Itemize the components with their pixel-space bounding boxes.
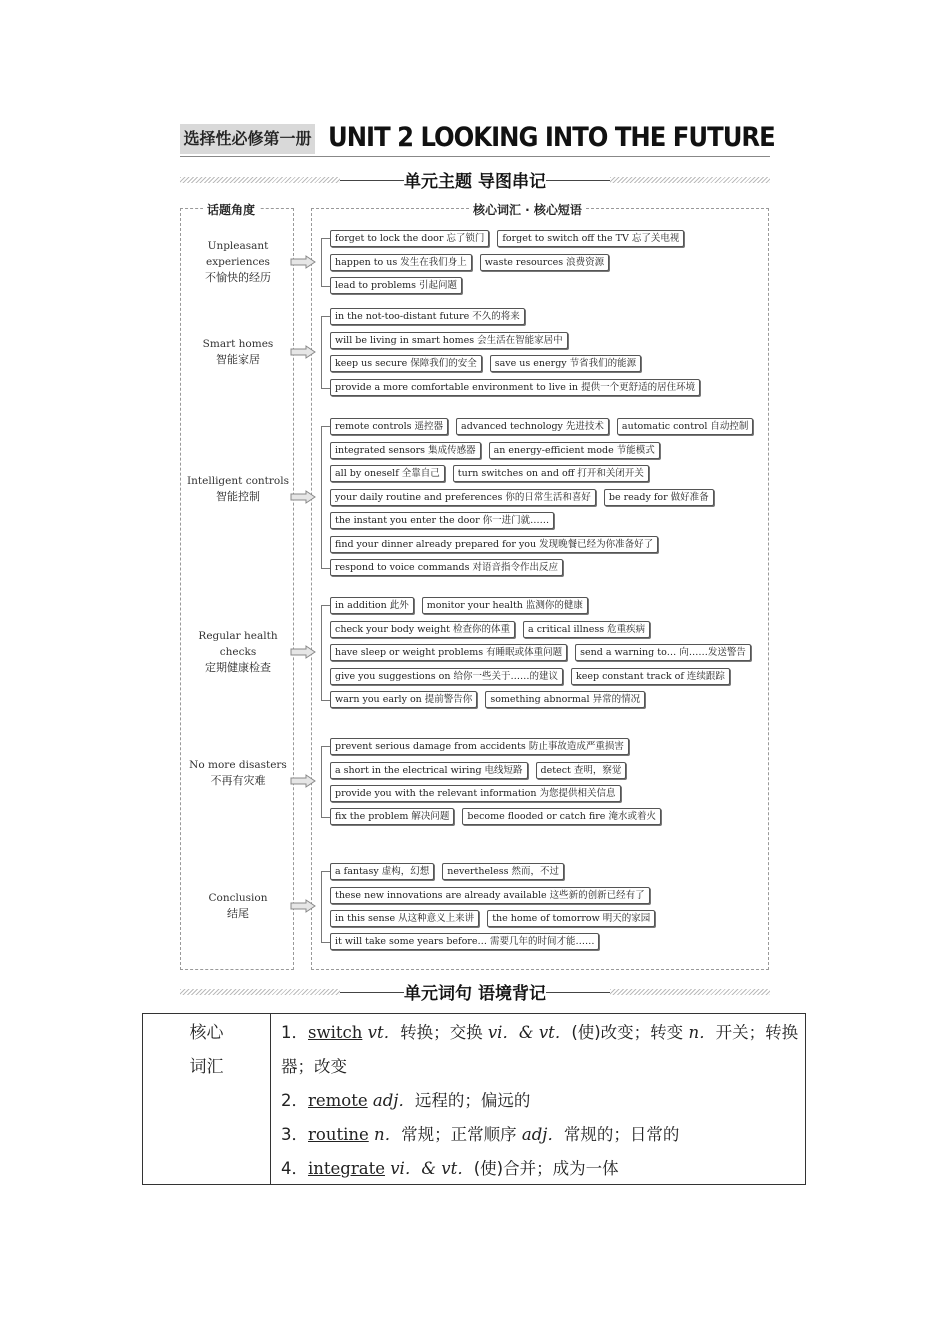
vocab-word: integrate [308, 1159, 385, 1178]
phrase-box: waste resources 浪费资源 [480, 254, 609, 271]
topic-label-zh: 智能家居 [216, 352, 260, 366]
topic-label-zh: 定期健康检查 [205, 661, 271, 674]
phrase-box: find your dinner already prepared for you 发现晚餐已经为你准备好了 [330, 536, 658, 553]
definition: 常规的；日常的 [563, 1125, 680, 1144]
phrase-row [330, 536, 658, 554]
phrase-row [330, 785, 621, 803]
phrase-frame-label: 核心词汇 · 核心短语 [469, 201, 586, 218]
phrase-row [330, 512, 554, 530]
phrase-box: save us energy 节省我们的能源 [490, 355, 641, 372]
part-of-speech: vt． [362, 1023, 401, 1042]
section-band-vocab-label: 单元词句 语境背记 [404, 984, 546, 1004]
vocab-number: 1． [281, 1023, 308, 1042]
vocab-list [281, 1016, 799, 1186]
phrase-box: in addition 此外 [330, 597, 414, 614]
phrase-box: detect 查明，察觉 [536, 762, 627, 779]
unit-title: UNIT 2 LOOKING INTO THE FUTURE [328, 122, 775, 153]
phrase-row [330, 355, 641, 373]
definition: 开关；转换器；改变 [281, 1023, 799, 1076]
phrase-box: have sleep or weight problems 有睡眠或体重问题 [330, 644, 567, 661]
phrase-box: forget to switch off the TV 忘了关电视 [497, 230, 684, 247]
phrase-row [330, 691, 645, 709]
part-of-speech: adj． [521, 1125, 564, 1144]
phrase-row [330, 738, 629, 756]
vocab-item [281, 1084, 799, 1118]
phrase-row [330, 762, 626, 780]
phrase-row [330, 418, 753, 436]
topic-label [184, 473, 292, 505]
phrase-box: a short in the electrical wiring 电线短路 [330, 762, 528, 779]
topic-label [184, 757, 292, 789]
topic-label [184, 890, 292, 922]
phrase-row [330, 621, 650, 639]
phrase-box: advanced technology 先进技术 [456, 418, 609, 435]
topic-label-zh: 不愉快的经历 [205, 270, 271, 284]
vocab-table [142, 1013, 806, 1185]
phrase-box: keep us secure 保障我们的安全 [330, 355, 482, 372]
phrase-row [330, 465, 649, 483]
group-bracket [321, 746, 330, 818]
phrase-box: an energy-efficient mode 节能模式 [489, 442, 660, 459]
phrase-box: respond to voice commands 对语音指令作出反应 [330, 559, 563, 576]
vocab-number: 4． [281, 1159, 308, 1178]
book-label: 选择性必修第一册 [180, 124, 315, 154]
vocab-word: switch [308, 1023, 363, 1042]
section-band-theme-label: 单元主题 导图串记 [404, 172, 546, 192]
topic-label-en: Conclusion [208, 892, 268, 904]
phrase-box: lead to problems 引起问题 [330, 277, 462, 294]
phrase-box: check your body weight 检查你的体重 [330, 621, 515, 638]
phrase-row [330, 308, 525, 326]
vocab-category-line2: 词汇 [189, 1057, 224, 1077]
definition: 常规；正常顺序 [401, 1125, 522, 1144]
vocab-item [281, 1016, 799, 1084]
phrase-row [330, 887, 650, 905]
phrase-box: provide a more comfortable environment to live in 提供一个更舒适的居住环境 [330, 379, 700, 396]
group-bracket [321, 426, 330, 569]
phrase-row [330, 489, 714, 507]
phrase-box: keep constant track of 连续跟踪 [571, 668, 730, 685]
phrase-box: the instant you enter the door 你一进门就…… [330, 512, 554, 529]
phrase-box: give you suggestions on 给你一些关于……的建议 [330, 668, 563, 685]
phrase-box: prevent serious damage from accidents 防止事故造成严重损害 [330, 738, 629, 755]
part-of-speech: vi．& vt． [487, 1023, 572, 1042]
arrow-icon [290, 255, 316, 269]
phrase-box: send a warning to… 向……发送警告 [575, 644, 751, 661]
phrase-row [330, 559, 563, 577]
group-bracket [321, 238, 330, 287]
topic-frame [180, 208, 294, 970]
phrase-box: these new innovations are already available 这些新的创新已经有了 [330, 887, 650, 904]
phrase-box: automatic control 自动控制 [617, 418, 753, 435]
topic-label-en: No more disasters [189, 759, 287, 771]
phrase-box: the home of tomorrow 明天的家园 [487, 910, 655, 927]
phrase-box: a critical illness 危重疾病 [523, 621, 650, 638]
section-band-vocab [180, 982, 770, 1002]
definition: (使)改变；转变 [571, 1023, 689, 1042]
vocab-word: remote [308, 1091, 368, 1110]
vocab-category-line1: 核心 [189, 1023, 224, 1043]
phrase-box: a fantasy 虚构，幻想 [330, 863, 434, 880]
phrase-row [330, 863, 564, 881]
phrase-box: provide you with the relevant information 为您提供相关信息 [330, 785, 621, 802]
vocab-word: routine [308, 1125, 369, 1144]
phrase-row [330, 442, 660, 460]
part-of-speech: n． [368, 1125, 402, 1144]
vocab-category [143, 1014, 271, 1184]
phrase-row [330, 808, 661, 826]
arrow-icon [290, 899, 316, 913]
topic-label-en: Unpleasant experiences [206, 239, 270, 268]
part-of-speech: vi．& vt． [384, 1159, 474, 1178]
header-rule [180, 156, 770, 157]
phrase-box: fix the problem 解决问题 [330, 808, 454, 825]
arrow-icon [290, 345, 316, 359]
phrase-row [330, 644, 751, 662]
phrase-row [330, 277, 462, 295]
group-bracket [321, 871, 330, 943]
topic-label [184, 336, 292, 368]
phrase-box: warn you early on 提前警告你 [330, 691, 477, 708]
definition: (使)合并；成为一体 [473, 1159, 619, 1178]
phrase-box: monitor your health 监测你的健康 [422, 597, 588, 614]
topic-label-zh: 结尾 [227, 907, 249, 920]
topic-label-en: Intelligent controls [187, 474, 289, 487]
topic-label-zh: 智能控制 [216, 489, 260, 503]
vocab-number: 2． [281, 1091, 308, 1110]
phrase-box: integrated sensors 集成传感器 [330, 442, 481, 459]
part-of-speech: n． [688, 1023, 716, 1042]
phrase-box: remote controls 遥控器 [330, 418, 448, 435]
phrase-box: be ready for 做好准备 [604, 489, 714, 506]
topic-label [184, 628, 292, 676]
phrase-row [330, 254, 609, 272]
phrase-box: something abnormal 异常的情况 [485, 691, 645, 708]
phrase-box: in this sense 从这种意义上来讲 [330, 910, 479, 927]
arrow-icon [290, 774, 316, 788]
topic-frame-label: 话题角度 [203, 201, 259, 218]
definition: 远程的；偏远的 [414, 1091, 531, 1110]
group-bracket [321, 605, 330, 701]
phrase-box: turn switches on and off 打开和关闭开关 [453, 465, 649, 482]
phrase-box: it will take some years before… 需要几年的时间才能…… [330, 933, 599, 950]
arrow-icon [290, 490, 316, 504]
section-band-theme [180, 170, 770, 190]
phrase-row [330, 668, 730, 686]
topic-label-en: Smart homes [202, 337, 274, 350]
vocab-item [281, 1152, 799, 1186]
phrase-row [330, 379, 700, 397]
vocab-number: 3． [281, 1125, 308, 1144]
part-of-speech: adj． [367, 1091, 415, 1110]
phrase-row [330, 332, 568, 350]
phrase-box: happen to us 发生在我们身上 [330, 254, 472, 271]
vocab-item [281, 1118, 799, 1152]
phrase-box: forget to lock the door 忘了锁门 [330, 230, 489, 247]
phrase-box: in the not-too-distant future 不久的将来 [330, 308, 525, 325]
phrase-row [330, 230, 684, 248]
phrase-box: your daily routine and preferences 你的日常生活和喜好 [330, 489, 596, 506]
phrase-row [330, 933, 599, 951]
topic-label-zh: 不再有灾难 [210, 774, 266, 787]
topic-label [184, 238, 292, 286]
topic-label-en: Regular health checks [198, 630, 278, 658]
group-bracket [321, 316, 330, 389]
phrase-row [330, 910, 655, 928]
phrase-box: will be living in smart homes 会生活在智能家居中 [330, 332, 568, 349]
arrow-icon [290, 645, 316, 659]
phrase-row [330, 597, 588, 615]
phrase-box: become flooded or catch fire 淹水或着火 [462, 808, 661, 825]
phrase-box: all by oneself 全靠自己 [330, 465, 445, 482]
definition: 转换；交换 [400, 1023, 488, 1042]
phrase-box: nevertheless 然而，不过 [442, 863, 564, 880]
